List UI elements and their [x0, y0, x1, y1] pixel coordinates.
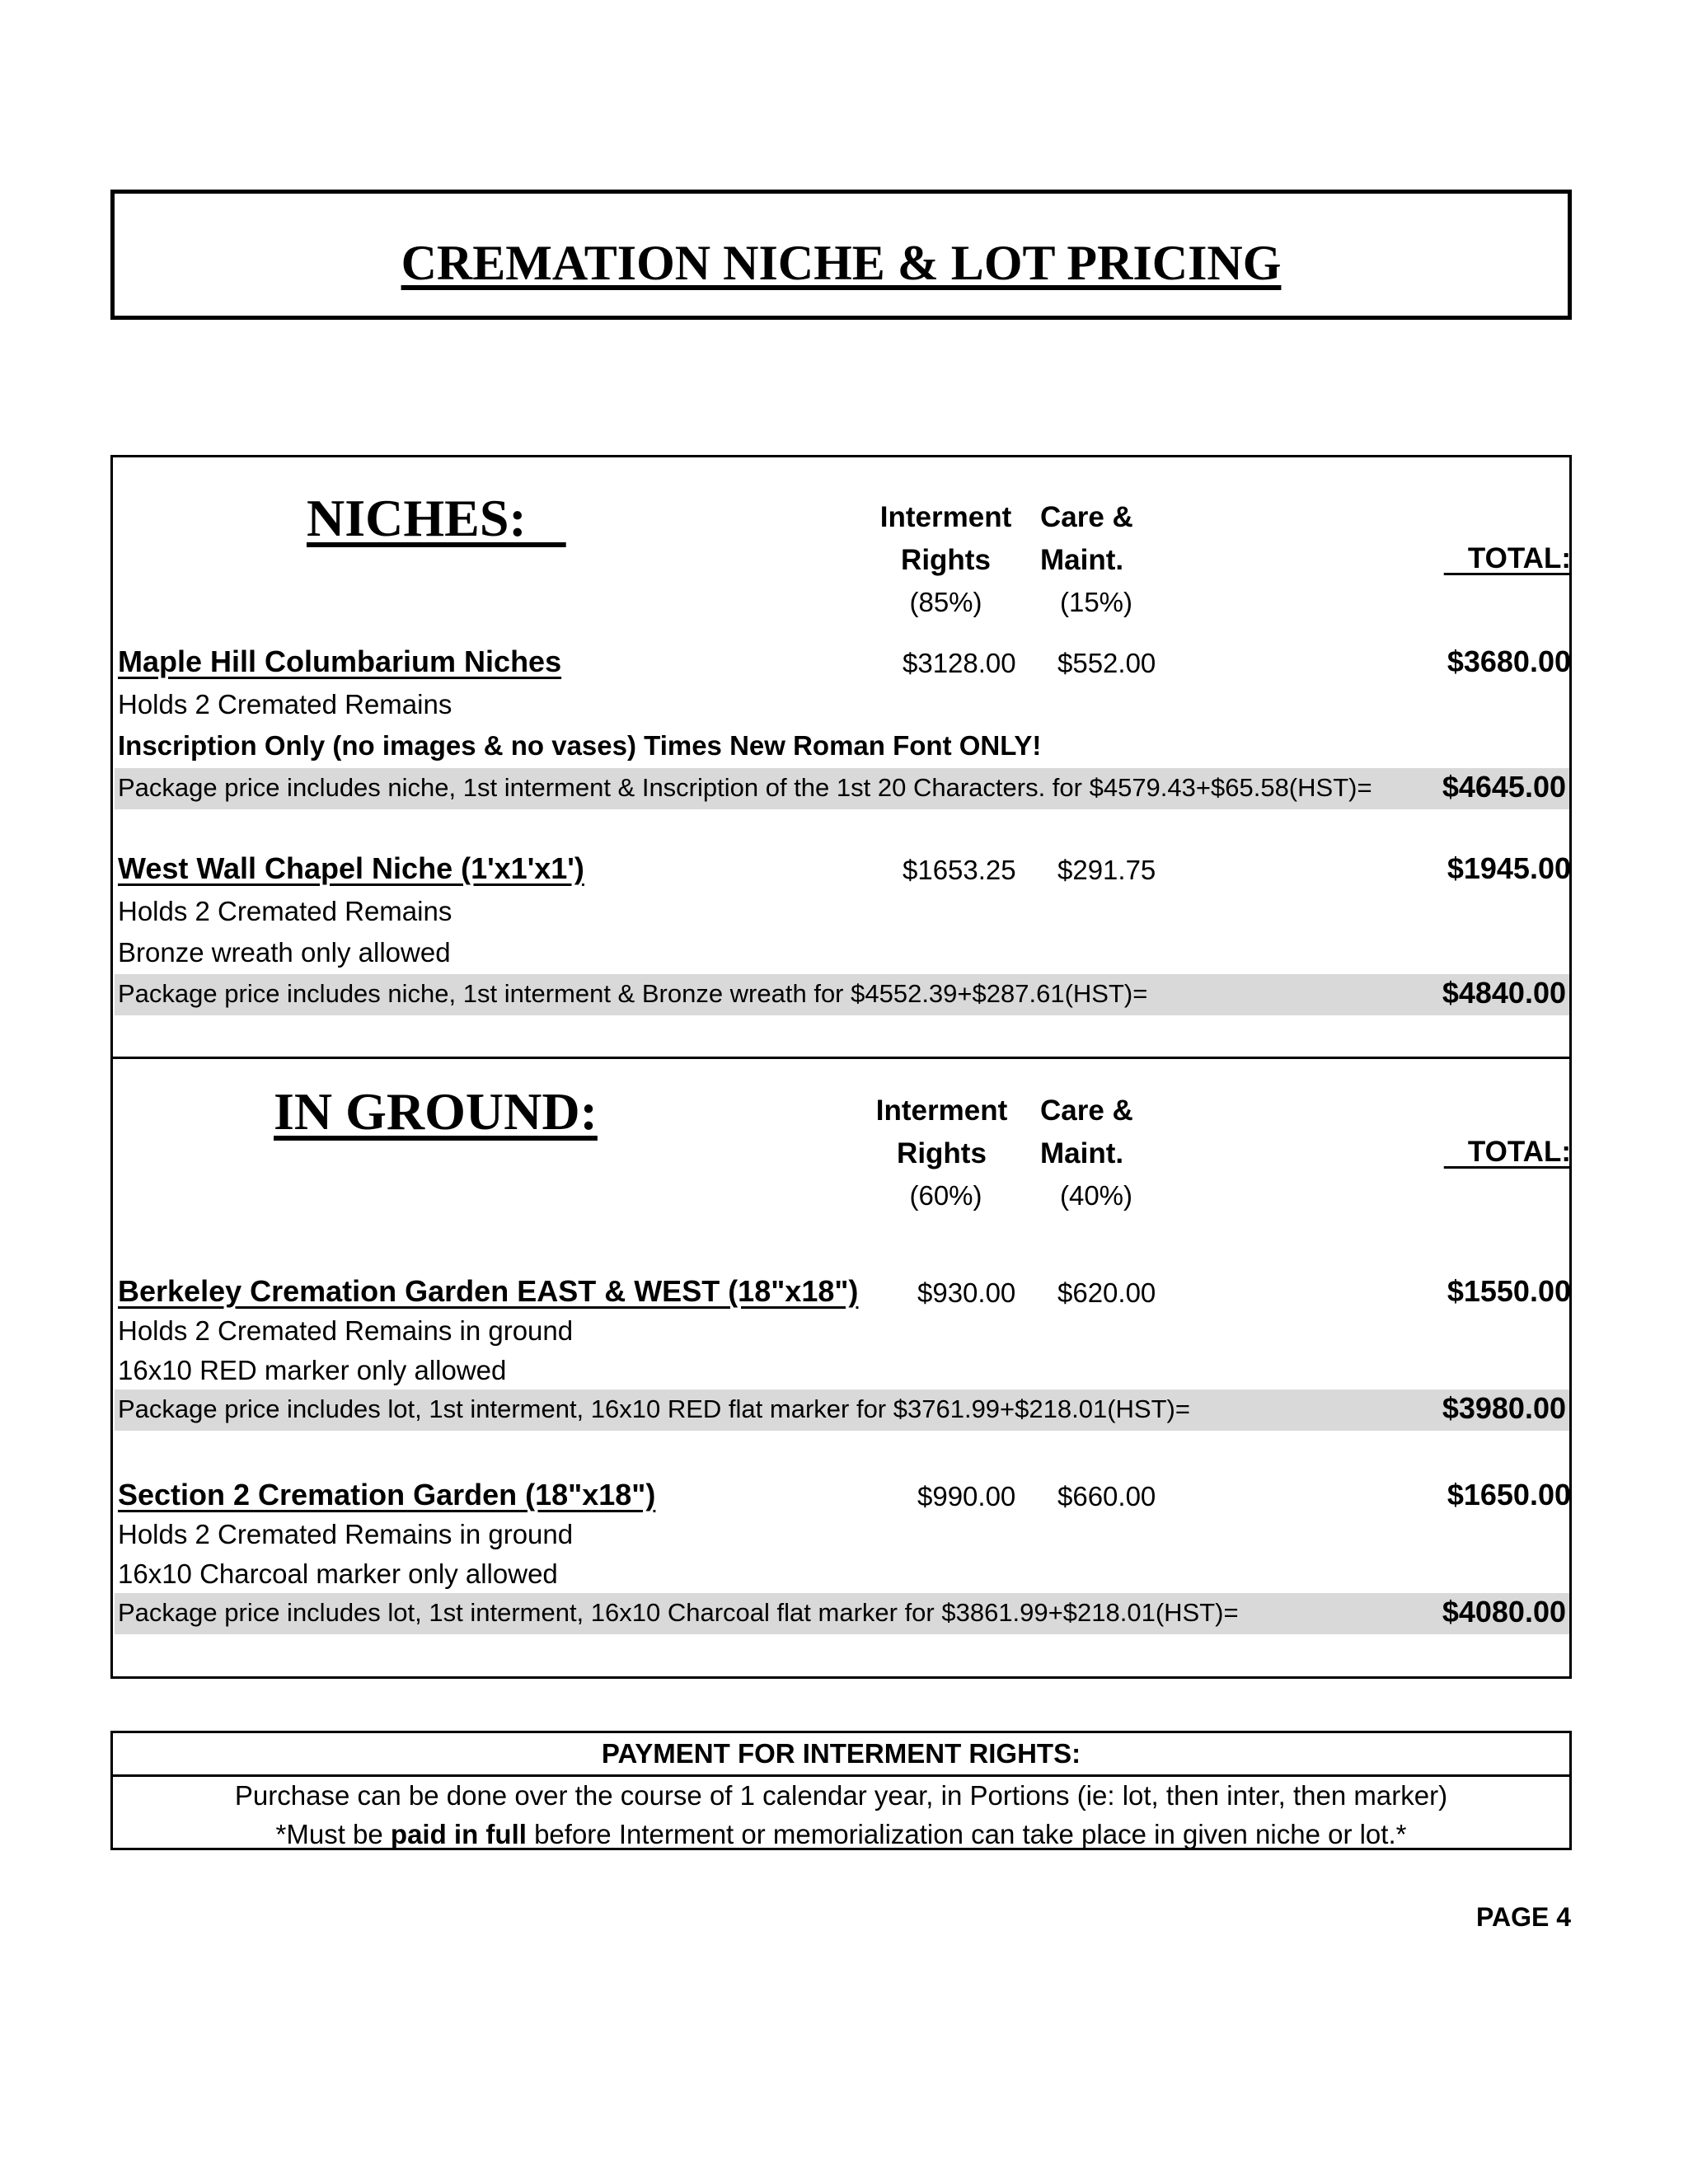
niches-pct-care: (15%) [1059, 587, 1133, 617]
item-total: $1945.00 [1447, 851, 1571, 885]
col-label: Rights [901, 544, 991, 576]
package-text: Package price includes lot, 1st interment, 16x10 RED flat marker for $3761.99+$218.01(HST)= [118, 1394, 1190, 1423]
package-row [115, 768, 1569, 809]
package-total: $3980.00 [1442, 1391, 1566, 1425]
inground-total-heading: TOTAL: [1443, 1136, 1571, 1168]
item-detail: Holds 2 Cremated Remains [118, 896, 452, 926]
section-divider [110, 1057, 1572, 1059]
inground-pct-interment: (60%) [909, 1180, 982, 1211]
payment-line-2-pre: *Must be [275, 1819, 391, 1849]
package-row [115, 974, 1569, 1015]
item-total: $1650.00 [1447, 1478, 1571, 1511]
package-text: Package price includes niche, 1st interment & Inscription of the 1st 20 Characters. for $4579.43+$65.58(HST)= [118, 773, 1372, 802]
niches-heading: NICHES: [307, 489, 566, 547]
item-name: Maple Hill Columbarium Niches [118, 644, 562, 678]
col-label: Interment [879, 501, 1012, 533]
col-label: Rights [897, 1137, 987, 1169]
interment-price: $1653.25 [903, 855, 1016, 885]
package-total: $4645.00 [1442, 770, 1566, 804]
payment-line-2 [113, 1819, 1569, 1850]
item-total: $1550.00 [1447, 1274, 1571, 1308]
payment-line-2-bold: paid in full [390, 1819, 527, 1849]
page-number: PAGE 4 [1476, 1902, 1571, 1932]
col-label: Interment [875, 1094, 1008, 1127]
payment-line-1: Purchase can be done over the course of 1 calendar year, in Portions (ie: lot, then inter, then marker) [234, 1780, 1448, 1811]
page-title: CREMATION NICHE & LOT PRICING [401, 236, 1282, 290]
item-detail: Bronze wreath only allowed [118, 937, 451, 968]
care-price: $660.00 [1057, 1481, 1156, 1511]
care-price: $552.00 [1057, 648, 1156, 678]
item-detail: Holds 2 Cremated Remains [118, 689, 452, 719]
item-detail: Inscription Only (no images & no vases) Times New Roman Font ONLY! [118, 730, 1042, 761]
col-label: Care & [1040, 501, 1133, 533]
care-price: $291.75 [1057, 855, 1156, 885]
package-total: $4080.00 [1442, 1595, 1566, 1629]
niches-col-care [1040, 496, 1133, 582]
niches-total-heading: TOTAL: [1443, 542, 1571, 574]
interment-price: $930.00 [917, 1277, 1016, 1308]
package-text: Package price includes niche, 1st interment & Bronze wreath for $4552.39+$287.61(HST)= [118, 979, 1148, 1008]
payment-line-2-post: before Interment or memorialization can take place in given niche or lot.* [526, 1819, 1407, 1849]
item-name: Berkeley Cremation Garden EAST & WEST (18"x18") [118, 1274, 859, 1308]
inground-col-interment [853, 1090, 1030, 1175]
inground-heading: IN GROUND: [274, 1082, 598, 1141]
niches-col-interment [857, 496, 1034, 582]
item-detail: 16x10 RED marker only allowed [118, 1355, 507, 1385]
title-box [110, 190, 1572, 320]
package-row [115, 1593, 1569, 1634]
payment-heading: PAYMENT FOR INTERMENT RIGHTS: [113, 1733, 1569, 1777]
col-label: Maint. [1040, 544, 1124, 576]
inground-pct-care: (40%) [1059, 1180, 1133, 1211]
col-label: Care & [1040, 1094, 1133, 1127]
interment-price: $990.00 [917, 1481, 1016, 1511]
col-label: Maint. [1040, 1137, 1124, 1169]
inground-col-care [1040, 1090, 1133, 1175]
item-detail: Holds 2 Cremated Remains in ground [118, 1315, 574, 1346]
package-total: $4840.00 [1442, 976, 1566, 1010]
payment-box [110, 1731, 1572, 1850]
care-price: $620.00 [1057, 1277, 1156, 1308]
niches-pct-interment: (85%) [909, 587, 982, 617]
item-name: Section 2 Cremation Garden (18"x18") [118, 1478, 656, 1511]
item-detail: 16x10 Charcoal marker only allowed [118, 1558, 558, 1589]
item-total: $3680.00 [1447, 644, 1571, 678]
item-detail: Holds 2 Cremated Remains in ground [118, 1519, 574, 1549]
item-name: West Wall Chapel Niche (1'x1'x1') [118, 851, 584, 885]
package-row [115, 1390, 1569, 1431]
interment-price: $3128.00 [903, 648, 1016, 678]
package-text: Package price includes lot, 1st interment, 16x10 Charcoal flat marker for $3861.99+$218.01(HST)= [118, 1598, 1239, 1627]
